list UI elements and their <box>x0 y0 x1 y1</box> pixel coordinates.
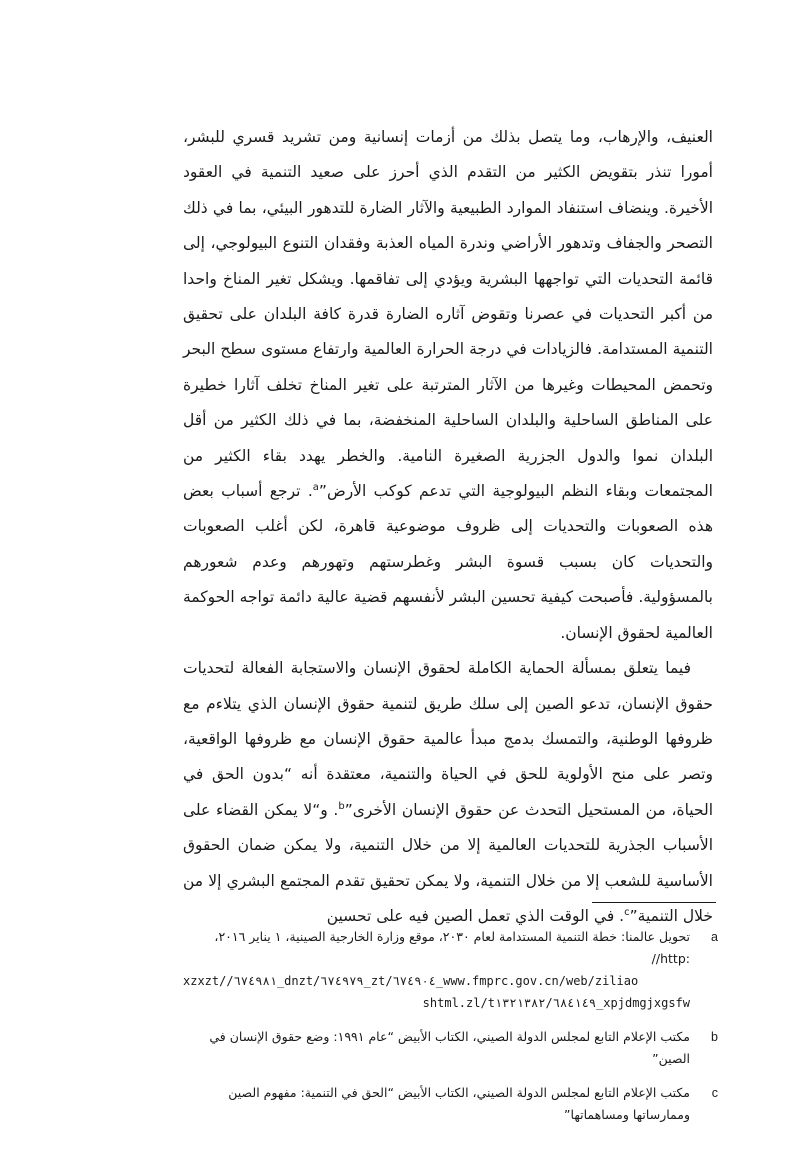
footnote-ref-a[interactable]: a <box>312 481 319 493</box>
paragraph-2-text: فيما يتعلق بمسألة الحماية الكاملة لحقوق الإنسان والاستجابة الفعالة لتحديات حقوق الإنسان، تدعو الصين إلى سلك طريق لتنمية حقوق الإنسان الذي يتلاءم مع ظروفها الوطنية، والتمسك بدمج مبدأ عالمية حقوق الإنسان مع ظروفها الواقعية، وتصر على منح الأولوية للحق في الحياة والتنمية، معتقدة أنه “بدون الحق في الحياة، من المستحيل التحدث عن حقوق الإنسان الأخرى” <box>183 659 713 819</box>
footnote-ref-c[interactable]: c <box>624 906 630 918</box>
footnote-mark: c <box>711 1086 718 1100</box>
paragraph-2-continuation: . و“لا يمكن القضاء على الأسباب الجذرية للتحديات العالمية إلا من خلال التنمية، ولا يمكن ضمان الحقوق الأساسية للشعب إلا من خلال التنمية، ولا يمكن تحقيق تقدم المجتمع البشري إلا من خلال التنمية” <box>183 800 713 925</box>
footnote-text <box>183 926 690 1014</box>
footnotes <box>183 926 718 1138</box>
footnote-a-title: تحويل عالمنا: خطة التنمية المستدامة لعام ٢٠٣٠، موقع وزارة الخارجية الصينية، ١ يناير ٢٠١٦، :http// <box>214 929 690 966</box>
footnote-a-url-end[interactable]: shtml.zl/t١٣٢١٣٨٢/٦٨٤١٤٩_xpjdmgjxgsfw <box>422 996 690 1010</box>
paragraph-1 <box>183 120 713 651</box>
footnote-a <box>183 926 718 1014</box>
footnote-mark: b <box>711 1030 718 1044</box>
paragraph-1-text: العنيف، والإرهاب، وما يتصل بذلك من أزمات إنسانية ومن تشريد قسري للبشر، أمورا تنذر بتقويض الكثير من التقدم الذي أحرز على صعيد التنمية في العقود الأخيرة. وينضاف استنفاد الموارد الطبيعية والآثار الضارة للتدهور البيئي، بما في ذلك التصحر والجفاف وتدهور الأراضي وندرة المياه العذبة وفقدان التنوع البيولوجي، إلى قائمة التحديات التي تواجهها البشرية ويؤدي إلى تفاقمها. ويشكل تغير المناخ واحدا من أكبر التحديات في عصرنا وتقوض آثاره الضارة قدرة كافة البلدان على تحقيق التنمية المستدامة. فالزيادات في درجة الحرارة العالمية وارتفاع مستوى سطح البحر وتحمض المحيطات وغيرها من الآثار المترتبة على تغير المناخ تخلف آثارا خطيرة على المناطق الساحلية والبلدان الساحلية المنخفضة، بما في ذلك الكثير من أقل البلدان نموا والدول الجزرية الصغيرة النامية. والخطر يهدد بقاء الكثير من المجتمعات وبقاء النظم البيولوجية التي تدعم كوكب الأرض” <box>183 128 713 501</box>
footnote-a-url[interactable]: xzxzt//٦٧٤٩٨١_dnzt/٦٧٤٩٧٩_zt/٦٧٤٩٠٤_www.fmprc.gov.cn/web/ziliao <box>183 974 639 988</box>
footnote-mark: a <box>711 930 718 944</box>
footnote-c <box>183 1082 718 1126</box>
footnote-b <box>183 1026 718 1070</box>
paragraph-2-ending: . في الوقت الذي تعمل الصين فيه على تحسين <box>326 906 625 925</box>
body-text <box>183 120 713 934</box>
footnote-ref-b[interactable]: b <box>338 800 345 812</box>
footnote-text: مكتب الإعلام التابع لمجلس الدولة الصيني، الكتاب الأبيض “عام ١٩٩١: وضع حقوق الإنسان في الصين” <box>209 1029 690 1066</box>
paragraph-2 <box>183 651 713 934</box>
footnote-separator <box>592 902 716 903</box>
footnote-text: مكتب الإعلام التابع لمجلس الدولة الصيني، الكتاب الأبيض “الحق في التنمية: مفهوم الصين وممارساتها ومساهماتها” <box>228 1085 690 1122</box>
paragraph-1-continuation: . ترجع أسباب بعض هذه الصعوبات والتحديات إلى ظروف موضوعية قاهرة، لكن أغلب الصعوبات والتحديات كان بسبب قسوة البشر وغطرستهم وتهورهم وعدم شعورهم بالمسؤولية. فأصبحت كيفية تحسين البشر لأنفسهم قضية عالية دائمة تواجه الحوكمة العالمية لحقوق الإنسان. <box>183 482 713 642</box>
